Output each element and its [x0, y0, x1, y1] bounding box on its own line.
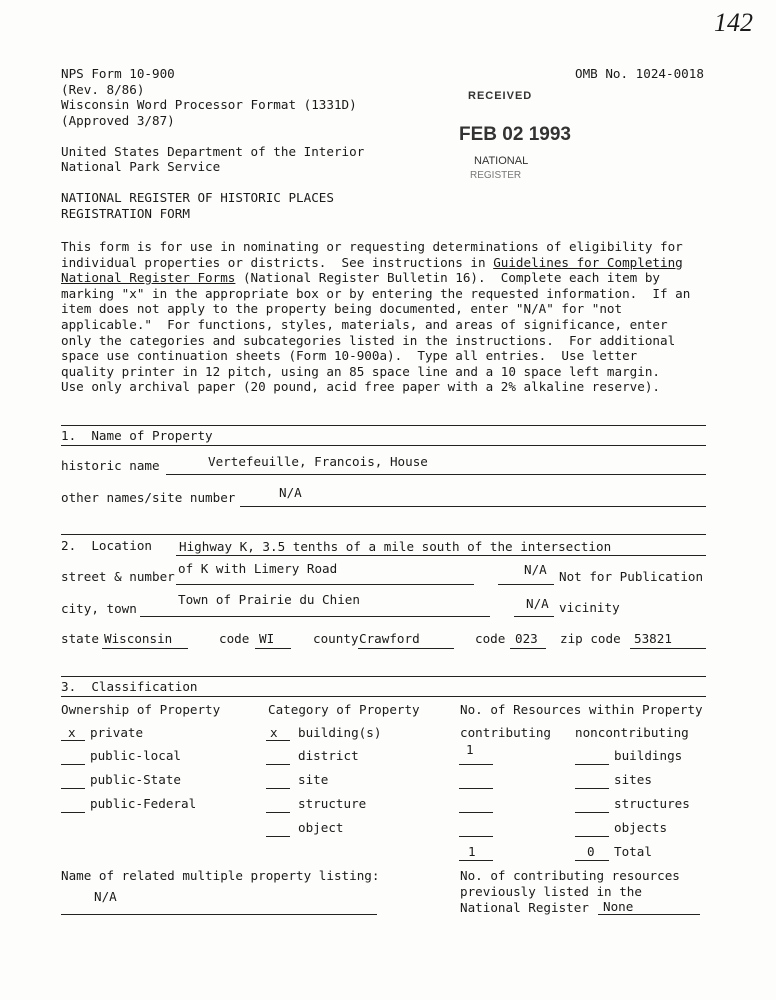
section-rule — [61, 445, 706, 446]
contributing-header: contributing — [460, 725, 551, 740]
category-buildings: building(s) — [298, 725, 382, 740]
guidelines-link-part2: National Register Forms — [61, 270, 236, 286]
section3-heading: 3. Classification — [61, 679, 198, 694]
category-object: object — [298, 820, 344, 835]
other-names-line — [240, 506, 706, 507]
multiple-listing-line — [61, 914, 377, 915]
zip-line — [630, 648, 706, 649]
category-checkbox-object — [266, 836, 290, 837]
previously-listed-label: National Register — [460, 900, 589, 915]
ownership-checkbox-federal — [61, 812, 85, 813]
city-label: city, town — [61, 601, 137, 616]
noncontributing-sites-line — [575, 788, 609, 789]
resource-total: Total — [614, 844, 652, 859]
section-rule-top — [61, 425, 706, 426]
state-code-value: WI — [259, 631, 275, 646]
city-line — [140, 616, 490, 617]
section1-heading: 1. Name of Property — [61, 428, 213, 443]
form-number: NPS Form 10-900 — [61, 66, 175, 81]
city-value: Town of Prairie du Chien — [178, 592, 360, 607]
contributing-total-value: 1 — [468, 844, 476, 859]
category-district: district — [298, 748, 359, 763]
not-for-publication-label: Not for Publication — [559, 569, 704, 584]
other-names-value: N/A — [279, 485, 302, 500]
instructions-paragraph: This form is for use in nominating or requesting determinations of eligibility for individual properties or districts. See instructions in Guidelines for Completing National Register Forms (National Register Bulletin 16). Complete each item by marking "x" in the appropriate box or by entering the requested information. If an item does not apply to the property being documented, enter "N/A" for "not applicable." For functions, styles, materials, and areas of significance, enter only the categories and subcategories listed in the instructions. For additional space use continuation sheets (Form 10-900a). Type all entries. Use letter quality printer in 12 pitch, using an 85 space line and a 10 space left margin. Use only archival paper (20 pound, acid free paper with a 2% alkaline reserve). — [61, 239, 691, 395]
previously-listed-line1: No. of contributing resources — [460, 868, 680, 883]
vicinity-line — [514, 616, 554, 617]
noncontributing-header: noncontributing — [575, 725, 689, 740]
category-checkmark: x — [270, 725, 278, 740]
resource-buildings: buildings — [614, 748, 683, 763]
resource-sites: sites — [614, 772, 652, 787]
category-header: Category of Property — [268, 702, 420, 717]
category-checkbox-site — [266, 788, 290, 789]
previously-listed-value: None — [603, 899, 634, 914]
omb-number: OMB No. 1024-0018 — [575, 66, 704, 81]
agency-service: National Park Service — [61, 159, 221, 174]
agency-department: United States Department of the Interior — [61, 144, 365, 159]
ownership-public-federal: public-Federal — [90, 796, 197, 811]
contributing-sites-line — [459, 788, 493, 789]
contributing-buildings-value: 1 — [466, 742, 474, 757]
other-names-label: other names/site number — [61, 490, 236, 505]
ownership-header: Ownership of Property — [61, 702, 221, 717]
state-code-label: code — [219, 631, 250, 646]
previously-listed-line2: previously listed in the — [460, 884, 642, 899]
resource-structures: structures — [614, 796, 690, 811]
noncontributing-objects-line — [575, 836, 609, 837]
contributing-objects-line — [459, 836, 493, 837]
section-rule — [61, 534, 706, 535]
category-structure: structure — [298, 796, 367, 811]
noncontributing-total-line — [575, 860, 609, 861]
historic-name-line — [166, 474, 706, 475]
multiple-listing-value: N/A — [94, 889, 117, 904]
street-line — [176, 584, 474, 585]
ownership-checkbox-state — [61, 788, 85, 789]
historic-name-label: historic name — [61, 458, 160, 473]
section-rule — [61, 676, 706, 677]
state-label: state — [61, 631, 99, 646]
county-code-label: code — [475, 631, 506, 646]
street-label: street & number — [61, 569, 175, 584]
ownership-checkmark: x — [68, 725, 76, 740]
category-site: site — [298, 772, 329, 787]
noncontributing-buildings-line — [575, 764, 609, 765]
street-value: of K with Limery Road — [178, 561, 338, 576]
county-code-line — [510, 648, 546, 649]
contributing-buildings-line — [459, 764, 493, 765]
nfp-line — [498, 584, 554, 585]
noncontributing-structures-line — [575, 812, 609, 813]
category-checkbox-building — [266, 740, 290, 741]
state-line — [102, 648, 188, 649]
stamp-register: REGISTER — [470, 170, 522, 181]
form-subtitle: REGISTRATION FORM — [61, 206, 190, 221]
stamp-national: NATIONAL — [474, 155, 529, 167]
zip-value: 53821 — [634, 631, 672, 646]
previously-listed-line — [598, 914, 700, 915]
category-checkbox-structure — [266, 812, 290, 813]
vicinity-mark: N/A — [526, 596, 549, 611]
multiple-listing-label: Name of related multiple property listing: — [61, 868, 380, 883]
contributing-structures-line — [459, 812, 493, 813]
state-code-line — [255, 648, 291, 649]
form-title: NATIONAL REGISTER OF HISTORIC PLACES — [61, 190, 334, 205]
location-line — [176, 555, 706, 556]
section2-heading: 2. Location — [61, 538, 152, 553]
ownership-checkbox-private — [61, 740, 85, 741]
location-line1: Highway K, 3.5 tenths of a mile south of the intersection — [179, 539, 612, 554]
historic-name-value: Vertefeuille, Francois, House — [208, 454, 428, 469]
form-revision: (Rev. 8/86) — [61, 82, 145, 97]
vicinity-label: vicinity — [559, 600, 620, 615]
section-rule — [61, 696, 706, 697]
guidelines-link-part1: Guidelines for Completing — [493, 254, 683, 270]
zip-label: zip code — [560, 631, 621, 646]
ownership-public-local: public-local — [90, 748, 181, 763]
noncontributing-total-value: 0 — [587, 844, 595, 859]
form-format: Wisconsin Word Processor Format (1331D) — [61, 97, 357, 112]
county-line — [358, 648, 454, 649]
received-date: FEB 02 1993 — [459, 124, 571, 145]
not-for-publication-mark: N/A — [524, 562, 547, 577]
ownership-private: private — [90, 725, 144, 740]
county-label: county — [313, 631, 359, 646]
category-checkbox-district — [266, 764, 290, 765]
page-number: 142 — [714, 8, 753, 37]
ownership-checkbox-local — [61, 764, 85, 765]
county-code-value: 023 — [515, 631, 538, 646]
resources-header: No. of Resources within Property — [460, 702, 703, 717]
resource-objects: objects — [614, 820, 668, 835]
contributing-total-line — [459, 860, 493, 861]
ownership-public-state: public-State — [90, 772, 181, 787]
state-value: Wisconsin — [104, 631, 173, 646]
form-approved: (Approved 3/87) — [61, 113, 175, 128]
received-stamp: RECEIVED — [468, 90, 533, 102]
county-value: Crawford — [359, 631, 420, 646]
